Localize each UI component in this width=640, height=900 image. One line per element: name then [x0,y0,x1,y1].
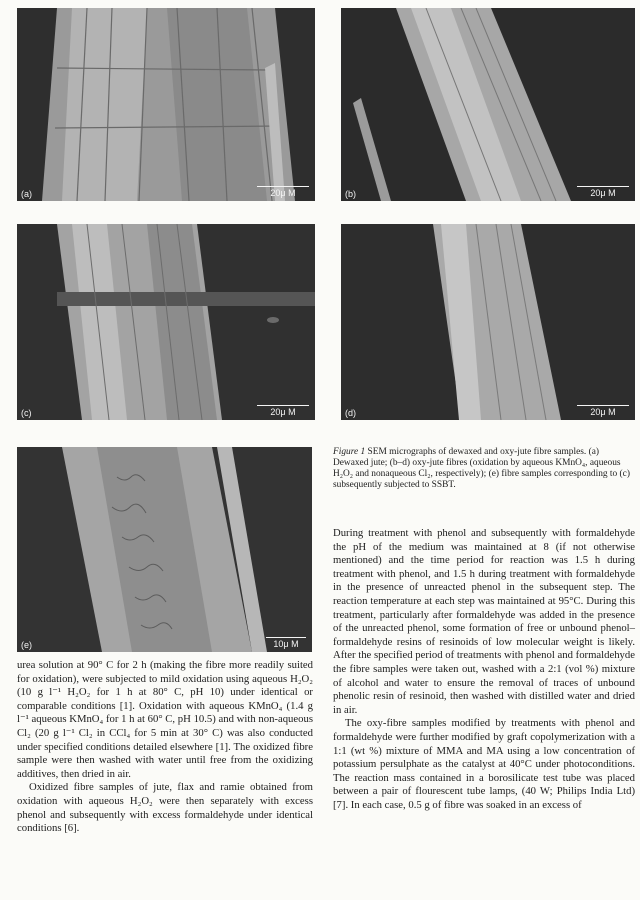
paragraph: urea solution at 90° C for 2 h (making the fibre more readily suited for oxidation), were subjected to mild oxidation using aqueous H₂O₂ (10 g l⁻¹ H₂O₂ for 1 h at 80° C, pH 10) under identical or comparable conditions [1]. Oxidation with aqueous KMnO₄ (1.4 g l⁻¹ aqueous KMnO₄ for 1 h at 60° C, pH 10.5) and with non-aqueous Cl₂ (20 g l⁻¹ Cl₂ in CCl₄ for 5 min at 30° C) was also conducted under specified conditions detailed elsewhere [1]. The oxidized fibre sample were then washed with water until free from the oxidizing additives, then dried in air. [17,659,313,780]
sem-micrograph-d [341,224,635,420]
left-column [17,659,313,836]
paragraph: Oxidized fibre samples of jute, flax and ramie obtained from oxidation with aqueous H₂O₂ were then separately with excess phenol and subsequently with excess formaldehyde under identical conditions [6]. [17,781,313,835]
sem-micrograph-b [341,8,635,201]
scale-label: 20μ M [590,407,616,417]
sem-micrograph-c [17,224,315,420]
paragraph: The oxy-fibre samples modified by treatments with phenol and formaldehyde were further modified by graft copolymerization with a 1:1 (wt %) mixture of MMA and MA using a low concentration of potassium persulphate as the catalyst at 40°C under photoconditions. The reaction mass contained in a borosilicate test tube was placed between a pair of flourescent tube lamps, (40 W; Philips India Ltd) [7]. In each case, 0.5 g of fibre was soaked in an excess of [333,717,635,811]
panel-label: (b) [345,189,356,199]
panel-label: (a) [21,189,32,199]
right-column [333,527,635,812]
sem-micrograph-a [17,8,315,201]
scale-label: 20μ M [590,188,616,198]
figure-label: Figure 1 [333,447,366,457]
scale-bar [577,405,629,417]
scale-label: 10μ M [273,639,299,649]
scale-label: 20μ M [270,407,296,417]
caption-text: SEM micrographs of dewaxed and oxy-jute fibre samples. (a) Dewaxed jute; (b–d) oxy-jute fibres (oxidation by aqueous KMnO₄, aqueous H₂O₂ and nonaqueous Cl₂, respectively); (e) fibre samples corresponding to (c) subsequently subjected to SSBT. [333,447,630,490]
scale-bar [257,405,309,417]
sem-micrograph-e [17,447,312,652]
panel-label: (e) [21,640,32,650]
scale-bar [257,186,309,198]
paragraph: During treatment with phenol and subsequently with formaldehyde the pH of the medium was maintained at 8 (if not otherwise mentioned) and the time period for reaction was 1.5 h during treatment with phenol, and 1.5 h during treatment with formaldehyde in the presence of unreacted phenol in the subsequent step. The reaction temperature at each step was maintained at 95°C. During this treatment, particularly after formaldehyde was added in the presence of the unreacted phenol, some formation of free or unbound phenol–formaldehyde resins of resinoids of low molecular weight is likely. After the specified period of treatments with phenol and formaldehyde the fibre samples were taken out, washed with a 2:1 (vol %) mixture of alcohol and water to ensure the removal of traces of unbound phenolic resin of resinoid, then washed with distilled water and dried in air. [333,527,635,716]
scale-bar [266,637,306,649]
scale-label: 20μ M [270,188,296,198]
panel-label: (c) [21,408,32,418]
panel-label: (d) [345,408,356,418]
scale-bar [577,186,629,198]
figure-caption [333,447,633,491]
